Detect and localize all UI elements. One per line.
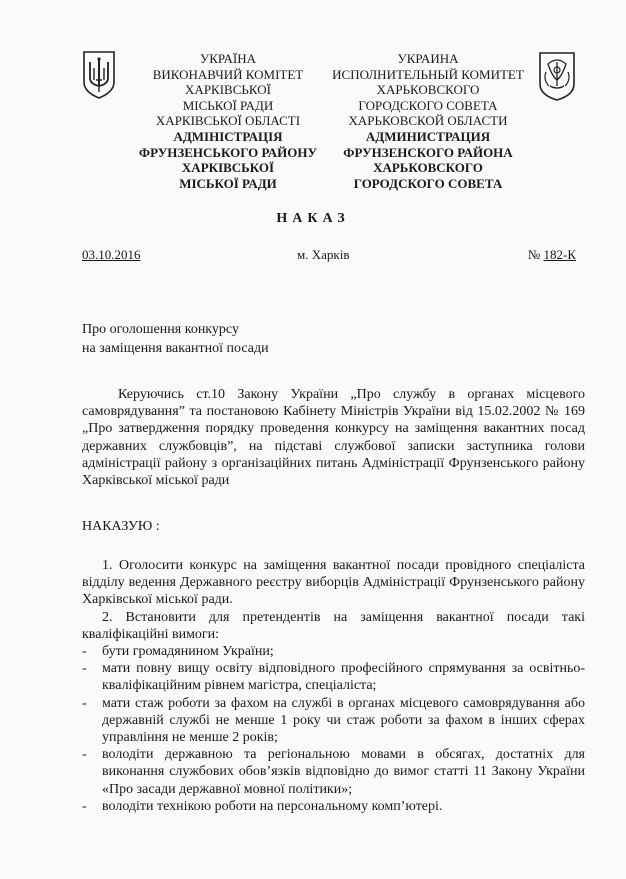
header-ru-line: ФРУНЗЕНСКОГО РАЙОНА — [343, 144, 513, 160]
header-ua-line: ВИКОНАВЧИЙ КОМІТЕТ — [152, 66, 304, 82]
order-label: НАКАЗУЮ : — [82, 519, 160, 534]
subject-line: на заміщення вакантної посади — [82, 341, 269, 356]
document-title: НАКАЗ — [276, 211, 350, 226]
header-ru-line: ХАРЬКОВСКОГО — [376, 82, 480, 98]
header-ua-line: МІСЬКОЇ РАДИ — [182, 97, 274, 113]
dash-bullet: - — [82, 798, 87, 814]
requirements-list — [82, 643, 585, 815]
header-ru-line: АДМИНИСТРАЦИЯ — [365, 128, 491, 144]
date-row — [82, 247, 576, 263]
dash-bullet: - — [82, 644, 87, 659]
city-coat-of-arms-icon — [537, 50, 577, 102]
header-ru-line: ГОРОДСКОГО СОВЕТА — [358, 97, 498, 113]
document-city: м. Харків — [297, 247, 350, 262]
number-value: 182-К — [543, 247, 576, 262]
header-ru-line: УКРАИНА — [397, 51, 459, 66]
document-date: 03.10.2016 — [82, 247, 141, 262]
header-ukrainian — [130, 51, 326, 191]
list-item-text: володіти державною та регіональною мовами в обсягах, достатніх для виконання службових обов’язків відповідно до вимог статті 11 Закону України «Про засади державної мовної політики»; — [102, 747, 585, 797]
list-item-text: мати стаж роботи за фахом на службі в органах місцевого самоврядування або державній службі не менше 1 року чи стаж роботи за фахом в інших сферах управління не менше 2 років; — [102, 695, 585, 746]
list-item — [82, 643, 585, 660]
header-ru-line: ХАРЬКОВСКОГО — [373, 160, 483, 176]
trident-coat-of-arms-icon — [82, 50, 116, 100]
header-ua-line: ХАРКІВСЬКОЇ ОБЛАСТІ — [155, 113, 301, 129]
list-item — [82, 798, 585, 815]
document-subject — [82, 320, 269, 358]
header-russian — [330, 51, 526, 191]
order-point-1: 1. Оголосити конкурс на заміщення вакантної посади провідного спеціаліста відділу ведення Державного реєстру виборців Адміністрації Фрунзенського району Харківської міської ради. — [82, 558, 585, 608]
header-ru-line: ХАРЬКОВСКОЙ ОБЛАСТИ — [348, 113, 508, 129]
list-item-text: володіти технікою роботи на персональному комп’ютері. — [102, 798, 443, 814]
order-point-2: 2. Встановити для претендентів на заміщення вакантної посади такі кваліфікаційні вимоги: — [82, 610, 585, 643]
header-ua-line: АДМІНІСТРАЦІЯ — [173, 128, 283, 144]
list-item — [82, 746, 585, 798]
header-ua-line: МІСЬКОЇ РАДИ — [179, 175, 277, 191]
preamble-paragraph: Керуючись ст.10 Закону України „Про службу в органах місцевого самоврядування” та постановою Кабінету Міністрів України від 15.02.2002 № 169 „Про затвердження порядку проведення конкурсу на заміщення вакантних посад державних службовців”, на підставі службової записки заступника голови адміністрації району з організаційних питань Адміністрації Фрунзенського району Харківської міської ради — [82, 387, 585, 489]
subject-line: Про оголошення конкурсу — [82, 322, 239, 337]
header-ru-line: ИСПОЛНИТЕЛЬНЫЙ КОМИТЕТ — [332, 66, 524, 82]
dash-bullet: - — [82, 695, 87, 711]
document-number — [528, 247, 576, 263]
list-item-text: бути громадянином України; — [102, 644, 274, 659]
list-item — [82, 660, 585, 694]
header-ua-line: УКРАЇНА — [200, 51, 256, 66]
header-ua-line: ФРУНЗЕНСЬКОГО РАЙОНУ — [138, 144, 318, 160]
header-ru-line: ГОРОДСКОГО СОВЕТА — [353, 175, 503, 191]
dash-bullet: - — [82, 747, 87, 763]
dash-bullet: - — [82, 661, 87, 677]
header-ua-line: ХАРКІВСЬКОЇ — [185, 82, 271, 98]
header-ua-line: ХАРКІВСЬКОЇ — [181, 160, 275, 176]
number-prefix: № — [527, 247, 544, 262]
list-item — [82, 695, 585, 747]
list-item-text: мати повну вищу освіту відповідного професійного спрямування за освітньо-кваліфікаційним рівнем магістра, спеціаліста; — [102, 661, 585, 694]
